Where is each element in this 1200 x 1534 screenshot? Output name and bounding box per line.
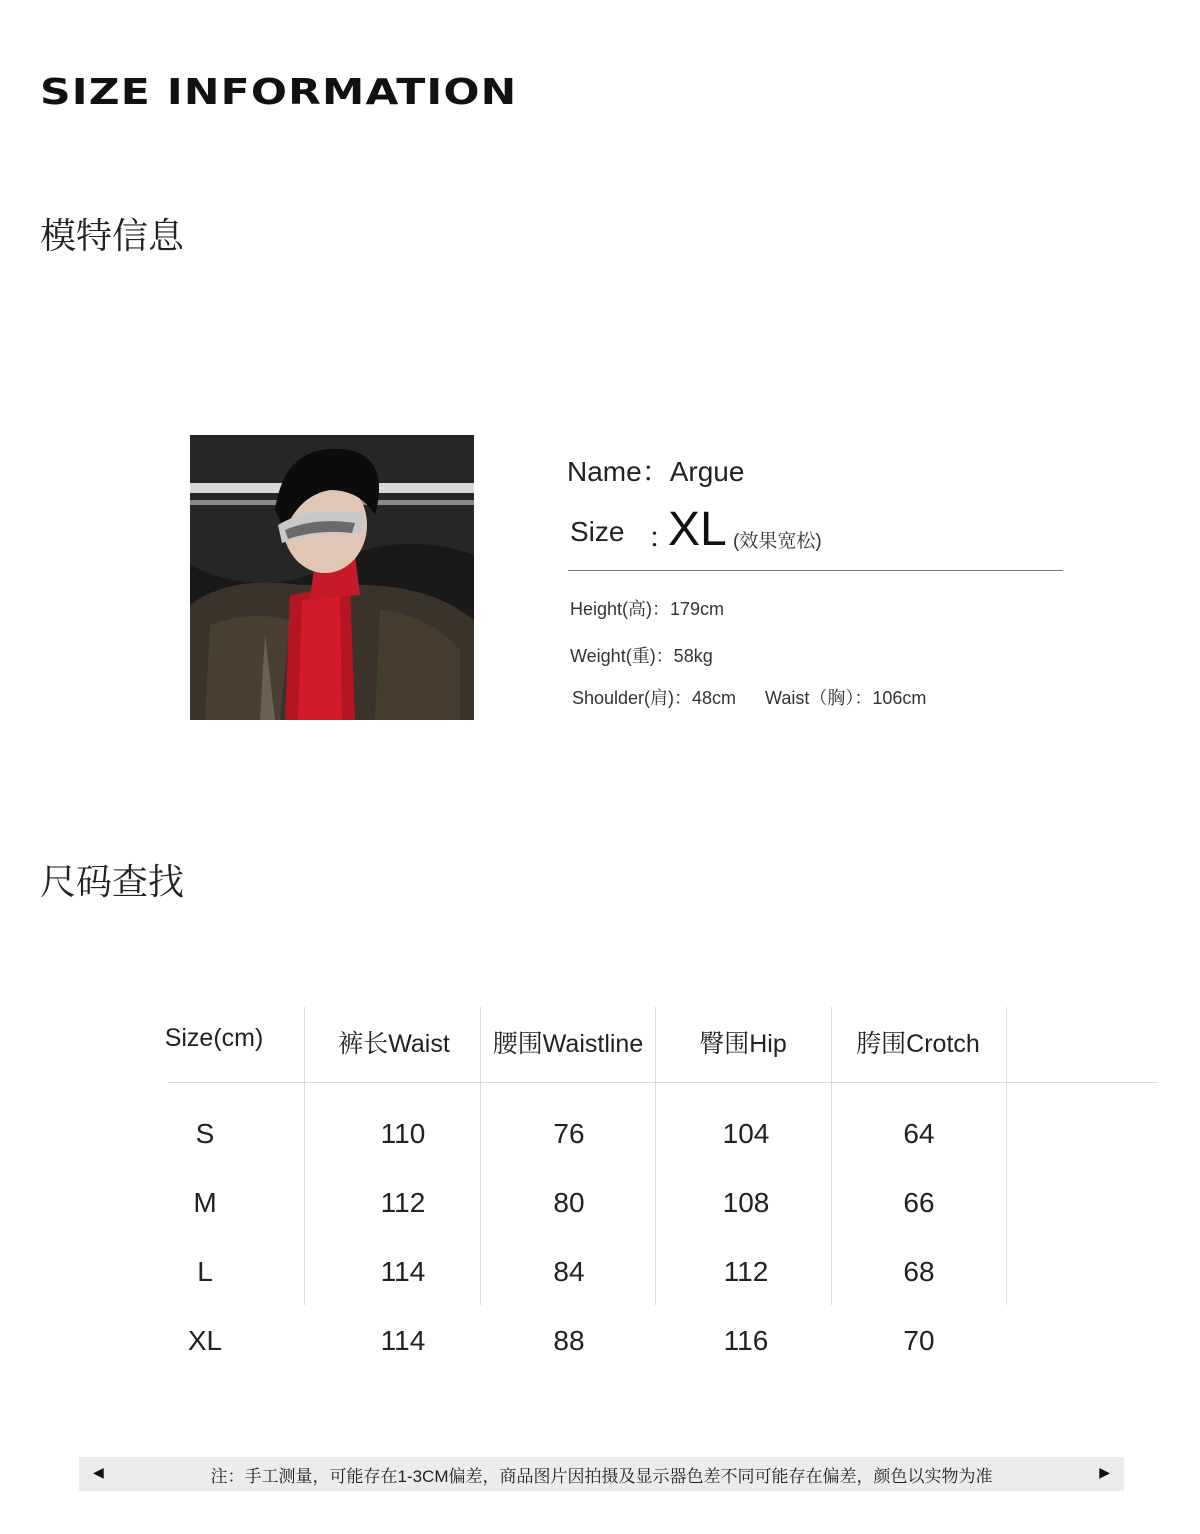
table-cell: 80	[553, 1187, 585, 1218]
table-cell: 108	[722, 1187, 770, 1218]
model-size-label: Size	[570, 516, 625, 547]
model-info-title: 模特信息	[40, 216, 185, 257]
table-cell-size: M	[193, 1187, 217, 1218]
measurement-note: 注：手工测量，可能存在1-3CM偏差，商品图片因拍摄及显示器色差不同可能存在偏差，颜色以实物为准	[210, 1466, 993, 1486]
measurement-note-bar	[79, 1457, 1124, 1491]
model-size-value: XL	[668, 503, 727, 556]
table-header-hip: 臀围Hip	[699, 1030, 787, 1058]
model-chest: Waist（胸）：106cm	[765, 688, 927, 708]
table-cell: 64	[903, 1118, 935, 1149]
table-column-divider	[480, 1007, 481, 1305]
table-column-divider	[655, 1007, 656, 1305]
table-cell: 110	[380, 1118, 426, 1149]
table-cell: 70	[903, 1325, 935, 1356]
table-header-waistline: 腰围Waistline	[492, 1030, 644, 1058]
table-cell-size: XL	[187, 1325, 223, 1356]
table-cell: 114	[380, 1256, 426, 1287]
page-title: SIZE INFORMATION	[40, 72, 518, 113]
table-cell: 84	[553, 1256, 585, 1287]
table-cell: 68	[903, 1256, 935, 1287]
model-name: Name：Argue	[567, 456, 745, 487]
table-column-divider	[304, 1007, 305, 1305]
table-cell: 88	[553, 1325, 585, 1356]
model-weight: Weight(重)：58kg	[570, 646, 713, 666]
table-cell: 112	[380, 1187, 426, 1218]
caret-right-icon[interactable]: ▶	[1099, 1464, 1110, 1480]
model-shoulder: Shoulder(肩)：48cm	[572, 688, 737, 708]
table-cell: 104	[722, 1118, 770, 1149]
model-height: Height(高)：179cm	[570, 599, 725, 619]
table-header-divider	[168, 1082, 1158, 1083]
model-size-note: (效果宽松)	[733, 531, 822, 552]
table-cell: 116	[723, 1325, 769, 1356]
size-lookup-title: 尺码查找	[40, 862, 185, 903]
table-cell: 112	[723, 1256, 769, 1287]
table-cell: 114	[380, 1325, 426, 1356]
table-cell: 76	[553, 1118, 585, 1149]
table-header-crotch: 胯围Crotch	[856, 1030, 980, 1058]
table-cell-size: L	[197, 1256, 213, 1287]
table-column-divider	[831, 1007, 832, 1305]
table-header-size: Size(cm)	[164, 1024, 264, 1052]
table-cell-size: S	[195, 1118, 215, 1149]
model-size-colon: ：	[648, 522, 677, 553]
caret-left-icon[interactable]: ◀	[93, 1464, 104, 1480]
table-cell: 66	[903, 1187, 935, 1218]
table-column-divider	[1006, 1007, 1007, 1305]
table-header-length: 裤长Waist	[338, 1030, 450, 1058]
